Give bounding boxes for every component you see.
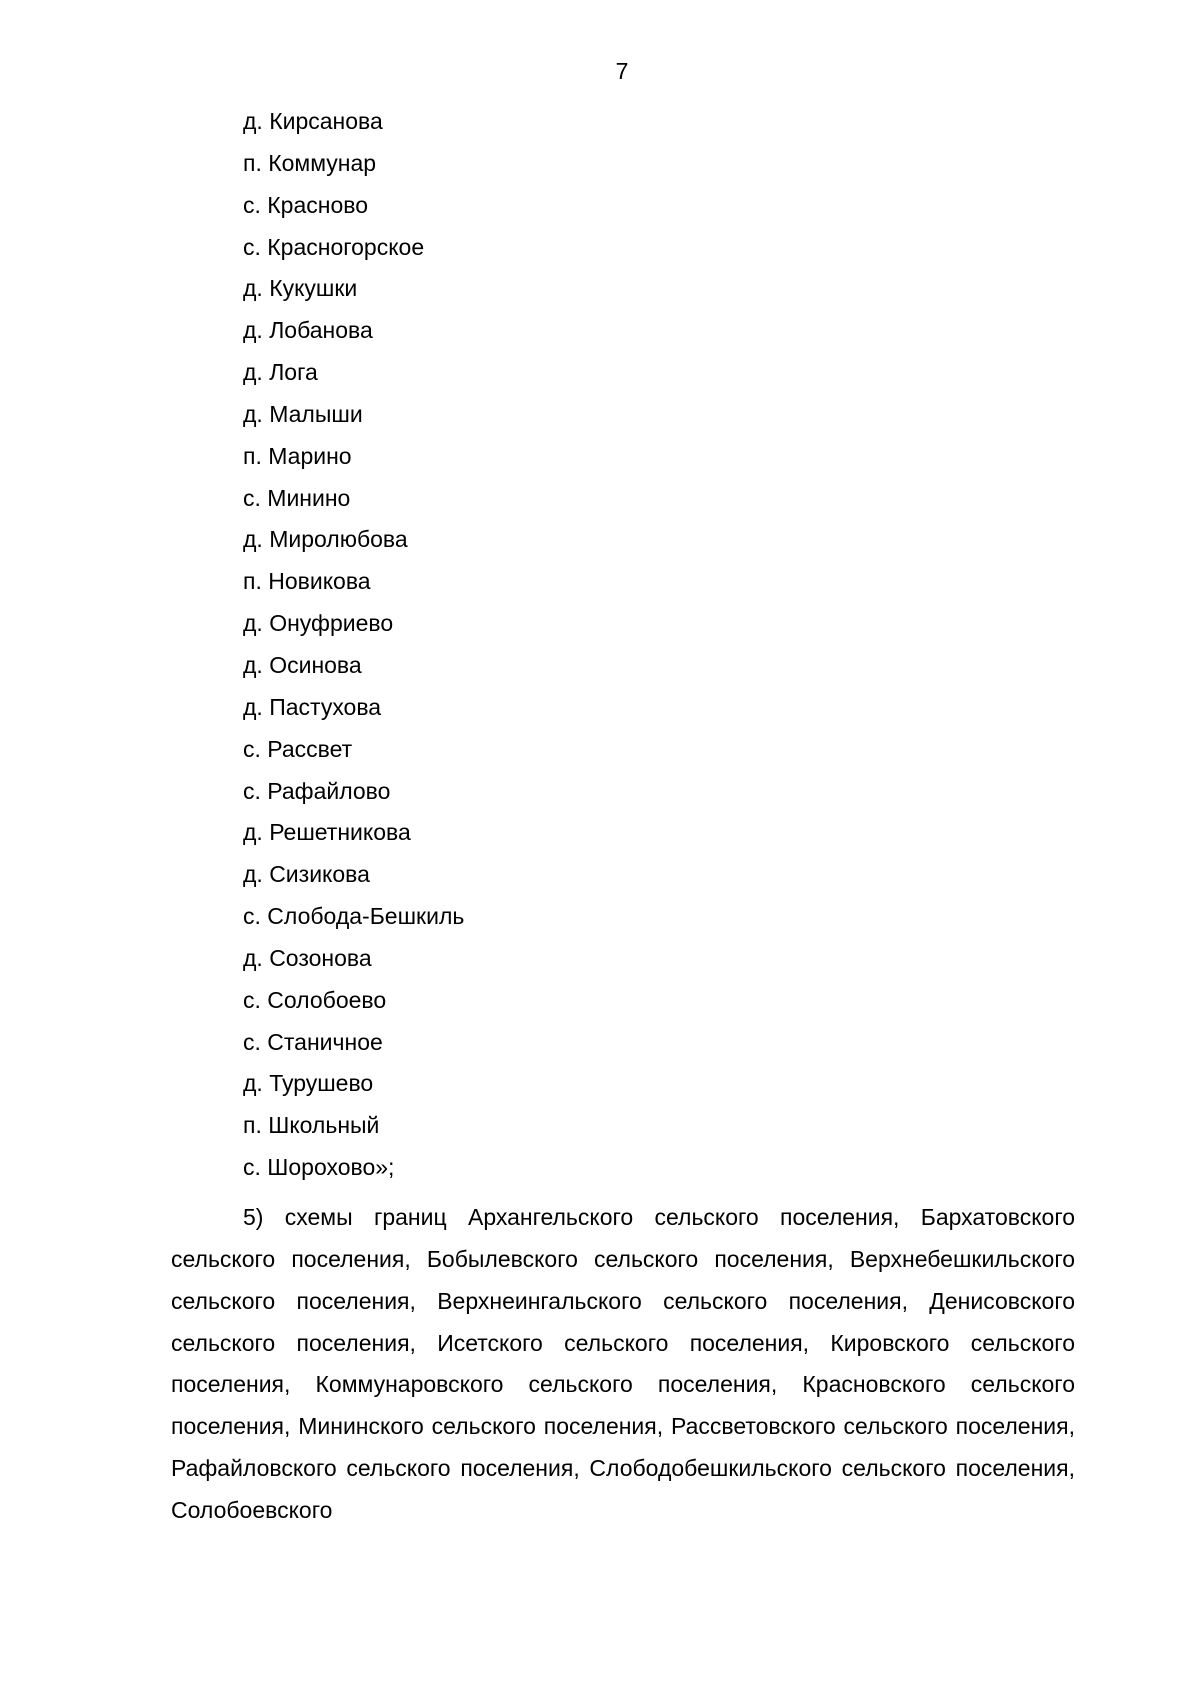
list-item: д. Сизикова <box>243 861 370 888</box>
list-item: с. Минино <box>243 484 351 511</box>
list-item: с. Красново <box>243 191 369 218</box>
list-item: с. Солобоево <box>243 986 387 1013</box>
body-paragraph: 5) схемы границ Архангельского сельского поселения, Бархатовского сельского поселения, Бобылевского сельского поселения, Верхнебешкильского сельского поселения, Верхнеингальского сельского поселения, Денисовского сельского поселения, Исетского сельского поселения, Кировского сельского поселения, Коммунаровского сельского поселения, Красновского сельского поселения, Мининского сельского поселения, Рассветовского сельского поселения, Рафайловского сельского поселения, Слободобешкильского сельского поселения, Солобоевского <box>171 1204 1075 1523</box>
list-item: п. Марино <box>243 442 352 469</box>
list-item: д. Кукушки <box>243 275 358 302</box>
list-item: с. Шорохово»; <box>243 1154 395 1181</box>
list-item: п. Новикова <box>243 568 371 595</box>
list-item: д. Лога <box>243 359 318 386</box>
list-item: д. Пастухова <box>243 693 382 720</box>
list-item: д. Кирсанова <box>243 108 383 134</box>
list-item: с. Рафайлово <box>243 777 391 804</box>
list-item: д. Онуфриево <box>243 610 394 637</box>
page-number: 7 <box>615 58 629 84</box>
list-item: с. Слобода-Бешкиль <box>243 903 465 930</box>
list-item: п. Коммунар <box>243 149 377 176</box>
list-item: с. Рассвет <box>243 735 353 762</box>
list-item: п. Школьный <box>243 1112 380 1139</box>
list-item: д. Осинова <box>243 651 362 678</box>
list-item: д. Созонова <box>243 944 372 971</box>
list-item: с. Красногорское <box>243 233 425 260</box>
settlement-list <box>243 106 464 1194</box>
list-item: с. Станичное <box>243 1028 383 1055</box>
list-item: д. Турушево <box>243 1070 374 1097</box>
list-item: д. Миролюбова <box>243 526 408 553</box>
list-item: д. Решетникова <box>243 819 411 846</box>
list-item: д. Малыши <box>243 400 363 427</box>
list-item: д. Лобанова <box>243 317 373 344</box>
